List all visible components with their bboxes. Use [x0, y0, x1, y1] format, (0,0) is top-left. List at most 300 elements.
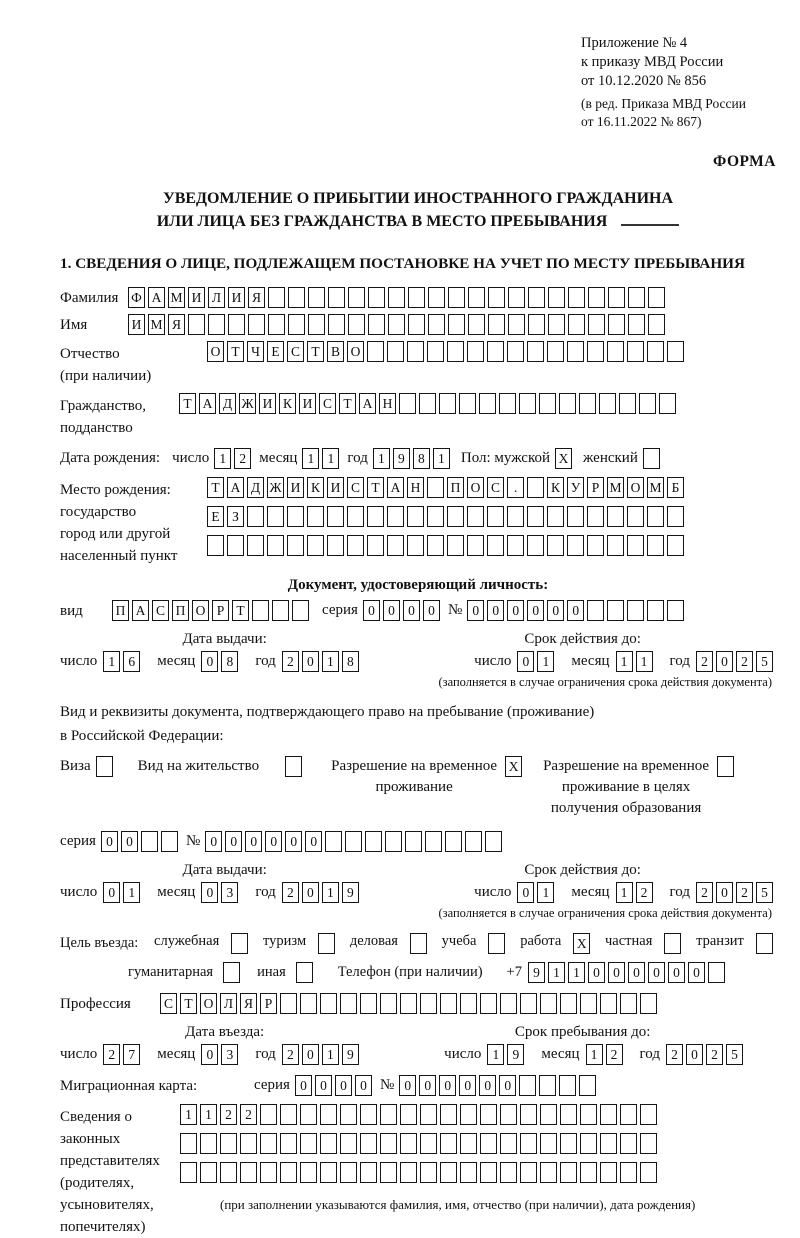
char-box[interactable]: [345, 831, 362, 852]
char-box[interactable]: [180, 1133, 197, 1154]
char-box[interactable]: К: [307, 477, 324, 498]
char-box[interactable]: Р: [587, 477, 604, 498]
char-box[interactable]: [440, 1133, 457, 1154]
char-box[interactable]: [320, 1133, 337, 1154]
char-box[interactable]: [420, 1133, 437, 1154]
residence-number-boxes[interactable]: [205, 831, 505, 852]
char-box[interactable]: [280, 1162, 297, 1183]
char-box[interactable]: [287, 506, 304, 527]
char-box[interactable]: [640, 1133, 657, 1154]
char-box[interactable]: 0: [265, 831, 282, 852]
char-box[interactable]: [460, 1162, 477, 1183]
char-box[interactable]: [480, 1133, 497, 1154]
char-box[interactable]: [268, 314, 285, 335]
char-box[interactable]: Н: [379, 393, 396, 414]
char-box[interactable]: 0: [399, 1075, 416, 1096]
char-box[interactable]: [220, 1162, 237, 1183]
char-box[interactable]: [627, 341, 644, 362]
char-box[interactable]: [227, 535, 244, 556]
char-box[interactable]: 2: [220, 1104, 237, 1125]
char-box[interactable]: [428, 314, 445, 335]
char-box[interactable]: 0: [315, 1075, 332, 1096]
char-box[interactable]: [600, 993, 617, 1014]
migration-number-boxes[interactable]: [399, 1075, 599, 1096]
representatives-row3-boxes[interactable]: [180, 1162, 695, 1183]
char-box[interactable]: [348, 314, 365, 335]
char-box[interactable]: [540, 1104, 557, 1125]
char-box[interactable]: [607, 506, 624, 527]
char-box[interactable]: 8: [221, 651, 238, 672]
char-box[interactable]: [520, 1162, 537, 1183]
char-box[interactable]: 0: [588, 962, 605, 983]
valid-year-boxes[interactable]: [696, 651, 776, 672]
char-box[interactable]: И: [299, 393, 316, 414]
char-box[interactable]: [400, 1162, 417, 1183]
char-box[interactable]: [627, 600, 644, 621]
char-box[interactable]: [268, 287, 285, 308]
char-box[interactable]: Е: [267, 341, 284, 362]
char-box[interactable]: [600, 1104, 617, 1125]
char-box[interactable]: Т: [307, 341, 324, 362]
char-box[interactable]: Я: [240, 993, 257, 1014]
char-box[interactable]: Т: [227, 341, 244, 362]
char-box[interactable]: Е: [207, 506, 224, 527]
char-box[interactable]: [480, 1162, 497, 1183]
char-box[interactable]: [540, 1162, 557, 1183]
char-box[interactable]: [439, 393, 456, 414]
char-box[interactable]: 0: [517, 651, 534, 672]
char-box[interactable]: 5: [756, 882, 773, 903]
char-box[interactable]: 0: [608, 962, 625, 983]
char-box[interactable]: [647, 535, 664, 556]
char-box[interactable]: [547, 341, 564, 362]
char-box[interactable]: [328, 287, 345, 308]
char-box[interactable]: 2: [736, 882, 753, 903]
char-box[interactable]: С: [152, 600, 169, 621]
char-box[interactable]: [527, 477, 544, 498]
char-box[interactable]: [380, 993, 397, 1014]
char-box[interactable]: Т: [339, 393, 356, 414]
char-box[interactable]: [587, 535, 604, 556]
char-box[interactable]: Б: [667, 477, 684, 498]
char-box[interactable]: [568, 287, 585, 308]
char-box[interactable]: [560, 1104, 577, 1125]
char-box[interactable]: [387, 506, 404, 527]
char-box[interactable]: 0: [355, 1075, 372, 1096]
char-box[interactable]: [419, 393, 436, 414]
char-box[interactable]: 0: [383, 600, 400, 621]
purpose-business-checkbox[interactable]: [410, 933, 430, 954]
char-box[interactable]: [568, 314, 585, 335]
char-box[interactable]: [559, 393, 576, 414]
char-box[interactable]: 0: [201, 651, 218, 672]
char-box[interactable]: 0: [507, 600, 524, 621]
char-box[interactable]: 1: [103, 651, 120, 672]
char-box[interactable]: [287, 535, 304, 556]
char-box[interactable]: [600, 1133, 617, 1154]
char-box[interactable]: Я: [168, 314, 185, 335]
char-box[interactable]: [648, 314, 665, 335]
char-box[interactable]: [500, 1133, 517, 1154]
char-box[interactable]: [560, 1133, 577, 1154]
char-box[interactable]: [320, 1162, 337, 1183]
char-box[interactable]: 9: [342, 1044, 359, 1065]
char-box[interactable]: 0: [547, 600, 564, 621]
char-box[interactable]: [367, 506, 384, 527]
char-box[interactable]: [365, 831, 382, 852]
char-box[interactable]: [756, 933, 773, 954]
char-box[interactable]: [487, 535, 504, 556]
char-box[interactable]: Р: [260, 993, 277, 1014]
purpose-official-checkbox[interactable]: [231, 933, 251, 954]
char-box[interactable]: 1: [537, 651, 554, 672]
char-box[interactable]: [161, 831, 178, 852]
char-box[interactable]: .: [507, 477, 524, 498]
valid-day-boxes[interactable]: [517, 651, 557, 672]
valid-month-boxes[interactable]: [616, 651, 656, 672]
char-box[interactable]: [360, 1104, 377, 1125]
issue-day-boxes[interactable]: [103, 651, 143, 672]
char-box[interactable]: [460, 993, 477, 1014]
char-box[interactable]: [340, 1162, 357, 1183]
char-box[interactable]: [500, 993, 517, 1014]
residence-permit-checkbox[interactable]: [285, 756, 305, 777]
char-box[interactable]: 1: [568, 962, 585, 983]
char-box[interactable]: [320, 1104, 337, 1125]
char-box[interactable]: 2: [636, 882, 653, 903]
char-box[interactable]: [367, 535, 384, 556]
char-box[interactable]: 0: [517, 882, 534, 903]
purpose-humanitarian-checkbox[interactable]: [223, 962, 243, 983]
char-box[interactable]: [448, 314, 465, 335]
char-box[interactable]: [407, 506, 424, 527]
surname-boxes[interactable]: [128, 287, 668, 308]
char-box[interactable]: Ф: [128, 287, 145, 308]
char-box[interactable]: [480, 1104, 497, 1125]
char-box[interactable]: [519, 1075, 536, 1096]
char-box[interactable]: 9: [393, 448, 410, 469]
char-box[interactable]: 0: [403, 600, 420, 621]
char-box[interactable]: 0: [225, 831, 242, 852]
char-box[interactable]: [347, 506, 364, 527]
char-box[interactable]: [627, 506, 644, 527]
char-box[interactable]: [520, 1104, 537, 1125]
res-valid-month-boxes[interactable]: [616, 882, 656, 903]
purpose-other-checkbox[interactable]: [296, 962, 316, 983]
char-box[interactable]: [407, 341, 424, 362]
char-box[interactable]: [708, 962, 725, 983]
char-box[interactable]: [260, 1162, 277, 1183]
char-box[interactable]: [280, 1133, 297, 1154]
char-box[interactable]: [307, 506, 324, 527]
citizenship-boxes[interactable]: [179, 393, 679, 414]
char-box[interactable]: [465, 831, 482, 852]
res-issue-year-boxes[interactable]: [282, 882, 362, 903]
char-box[interactable]: [664, 933, 681, 954]
char-box[interactable]: [420, 1104, 437, 1125]
char-box[interactable]: 0: [648, 962, 665, 983]
char-box[interactable]: М: [647, 477, 664, 498]
char-box[interactable]: [260, 1104, 277, 1125]
char-box[interactable]: Т: [179, 393, 196, 414]
purpose-private-checkbox[interactable]: [664, 933, 684, 954]
char-box[interactable]: И: [327, 477, 344, 498]
char-box[interactable]: [460, 1133, 477, 1154]
char-box[interactable]: 0: [567, 600, 584, 621]
char-box[interactable]: 1: [200, 1104, 217, 1125]
char-box[interactable]: 2: [606, 1044, 623, 1065]
char-box[interactable]: 1: [373, 448, 390, 469]
char-box[interactable]: [420, 1162, 437, 1183]
char-box[interactable]: [400, 993, 417, 1014]
char-box[interactable]: А: [359, 393, 376, 414]
title-blank-line[interactable]: [621, 212, 679, 226]
sex-male-checkbox[interactable]: [555, 448, 575, 469]
char-box[interactable]: А: [199, 393, 216, 414]
char-box[interactable]: [285, 756, 302, 777]
char-box[interactable]: Р: [212, 600, 229, 621]
sex-female-checkbox[interactable]: [643, 448, 663, 469]
char-box[interactable]: [667, 600, 684, 621]
representatives-row1-boxes[interactable]: [180, 1104, 695, 1125]
char-box[interactable]: З: [227, 506, 244, 527]
char-box[interactable]: О: [207, 341, 224, 362]
char-box[interactable]: Д: [247, 477, 264, 498]
char-box[interactable]: [507, 535, 524, 556]
char-box[interactable]: [188, 314, 205, 335]
char-box[interactable]: [410, 933, 427, 954]
char-box[interactable]: [248, 314, 265, 335]
char-box[interactable]: И: [128, 314, 145, 335]
char-box[interactable]: [588, 314, 605, 335]
char-box[interactable]: [499, 393, 516, 414]
char-box[interactable]: Т: [207, 477, 224, 498]
char-box[interactable]: К: [547, 477, 564, 498]
char-box[interactable]: [620, 1104, 637, 1125]
birthplace-row1-boxes[interactable]: [207, 477, 687, 498]
char-box[interactable]: [360, 1162, 377, 1183]
purpose-study-checkbox[interactable]: [488, 933, 508, 954]
char-box[interactable]: 0: [305, 831, 322, 852]
char-box[interactable]: [607, 600, 624, 621]
char-box[interactable]: 1: [487, 1044, 504, 1065]
char-box[interactable]: И: [259, 393, 276, 414]
char-box[interactable]: [480, 993, 497, 1014]
char-box[interactable]: [667, 341, 684, 362]
char-box[interactable]: 9: [507, 1044, 524, 1065]
char-box[interactable]: О: [192, 600, 209, 621]
char-box[interactable]: 0: [716, 651, 733, 672]
res-issue-month-boxes[interactable]: [201, 882, 241, 903]
char-box[interactable]: 0: [285, 831, 302, 852]
char-box[interactable]: 2: [103, 1044, 120, 1065]
char-box[interactable]: [507, 341, 524, 362]
char-box[interactable]: 0: [628, 962, 645, 983]
char-box[interactable]: П: [172, 600, 189, 621]
char-box[interactable]: 0: [302, 882, 319, 903]
char-box[interactable]: С: [487, 477, 504, 498]
char-box[interactable]: [580, 1162, 597, 1183]
purpose-transit-checkbox[interactable]: [756, 933, 776, 954]
char-box[interactable]: [520, 993, 537, 1014]
char-box[interactable]: [380, 1133, 397, 1154]
char-box[interactable]: С: [319, 393, 336, 414]
char-box[interactable]: [292, 600, 309, 621]
char-box[interactable]: 0: [668, 962, 685, 983]
char-box[interactable]: И: [287, 477, 304, 498]
birthplace-row2-boxes[interactable]: [207, 506, 687, 527]
char-box[interactable]: [448, 287, 465, 308]
char-box[interactable]: М: [168, 287, 185, 308]
char-box[interactable]: 9: [528, 962, 545, 983]
char-box[interactable]: [380, 1104, 397, 1125]
issue-month-boxes[interactable]: [201, 651, 241, 672]
char-box[interactable]: [260, 1133, 277, 1154]
char-box[interactable]: [427, 506, 444, 527]
char-box[interactable]: А: [227, 477, 244, 498]
char-box[interactable]: 1: [548, 962, 565, 983]
char-box[interactable]: [519, 393, 536, 414]
char-box[interactable]: 0: [302, 1044, 319, 1065]
char-box[interactable]: О: [627, 477, 644, 498]
char-box[interactable]: [620, 1133, 637, 1154]
char-box[interactable]: [567, 535, 584, 556]
char-box[interactable]: А: [132, 600, 149, 621]
char-box[interactable]: 1: [322, 448, 339, 469]
char-box[interactable]: [207, 535, 224, 556]
char-box[interactable]: [548, 287, 565, 308]
char-box[interactable]: [447, 341, 464, 362]
char-box[interactable]: [308, 287, 325, 308]
char-box[interactable]: X: [573, 933, 590, 954]
char-box[interactable]: 1: [180, 1104, 197, 1125]
char-box[interactable]: 0: [201, 882, 218, 903]
char-box[interactable]: 0: [686, 1044, 703, 1065]
char-box[interactable]: [547, 535, 564, 556]
char-box[interactable]: [599, 393, 616, 414]
char-box[interactable]: [620, 993, 637, 1014]
char-box[interactable]: [427, 535, 444, 556]
char-box[interactable]: [643, 448, 660, 469]
birth-month-boxes[interactable]: [302, 448, 342, 469]
char-box[interactable]: 0: [205, 831, 222, 852]
char-box[interactable]: Н: [407, 477, 424, 498]
char-box[interactable]: И: [188, 287, 205, 308]
char-box[interactable]: А: [387, 477, 404, 498]
char-box[interactable]: [468, 314, 485, 335]
char-box[interactable]: 0: [439, 1075, 456, 1096]
char-box[interactable]: [539, 1075, 556, 1096]
char-box[interactable]: 8: [342, 651, 359, 672]
birthplace-row3-boxes[interactable]: [207, 535, 687, 556]
char-box[interactable]: Л: [220, 993, 237, 1014]
char-box[interactable]: 8: [413, 448, 430, 469]
char-box[interactable]: [240, 1133, 257, 1154]
char-box[interactable]: [200, 1162, 217, 1183]
birth-day-boxes[interactable]: [214, 448, 254, 469]
char-box[interactable]: 1: [586, 1044, 603, 1065]
char-box[interactable]: [628, 287, 645, 308]
char-box[interactable]: [340, 1104, 357, 1125]
char-box[interactable]: [620, 1162, 637, 1183]
res-valid-year-boxes[interactable]: [696, 882, 776, 903]
char-box[interactable]: [507, 506, 524, 527]
char-box[interactable]: О: [347, 341, 364, 362]
char-box[interactable]: [467, 535, 484, 556]
char-box[interactable]: [267, 535, 284, 556]
char-box[interactable]: 5: [726, 1044, 743, 1065]
char-box[interactable]: [252, 600, 269, 621]
char-box[interactable]: [200, 1133, 217, 1154]
doc-series-boxes[interactable]: [363, 600, 443, 621]
char-box[interactable]: [540, 993, 557, 1014]
char-box[interactable]: [608, 287, 625, 308]
char-box[interactable]: [400, 1133, 417, 1154]
char-box[interactable]: 0: [467, 600, 484, 621]
phone-boxes[interactable]: [528, 962, 728, 983]
char-box[interactable]: [459, 393, 476, 414]
stay-day-boxes[interactable]: [487, 1044, 527, 1065]
char-box[interactable]: 0: [101, 831, 118, 852]
char-box[interactable]: [427, 477, 444, 498]
char-box[interactable]: 1: [322, 1044, 339, 1065]
char-box[interactable]: 0: [527, 600, 544, 621]
char-box[interactable]: 5: [756, 651, 773, 672]
char-box[interactable]: 9: [342, 882, 359, 903]
char-box[interactable]: [348, 287, 365, 308]
char-box[interactable]: 1: [214, 448, 231, 469]
char-box[interactable]: [296, 962, 313, 983]
char-box[interactable]: 0: [295, 1075, 312, 1096]
char-box[interactable]: К: [279, 393, 296, 414]
char-box[interactable]: [628, 314, 645, 335]
char-box[interactable]: 1: [302, 448, 319, 469]
char-box[interactable]: [231, 933, 248, 954]
char-box[interactable]: [96, 756, 113, 777]
char-box[interactable]: 2: [696, 651, 713, 672]
char-box[interactable]: [567, 506, 584, 527]
char-box[interactable]: [380, 1162, 397, 1183]
char-box[interactable]: [340, 993, 357, 1014]
char-box[interactable]: Д: [219, 393, 236, 414]
char-box[interactable]: П: [112, 600, 129, 621]
char-box[interactable]: [427, 341, 444, 362]
char-box[interactable]: 2: [282, 651, 299, 672]
char-box[interactable]: 2: [696, 882, 713, 903]
char-box[interactable]: 1: [123, 882, 140, 903]
char-box[interactable]: [587, 506, 604, 527]
char-box[interactable]: [267, 506, 284, 527]
char-box[interactable]: [288, 314, 305, 335]
char-box[interactable]: [320, 993, 337, 1014]
char-box[interactable]: М: [607, 477, 624, 498]
char-box[interactable]: 7: [123, 1044, 140, 1065]
char-box[interactable]: [408, 314, 425, 335]
char-box[interactable]: У: [567, 477, 584, 498]
char-box[interactable]: [508, 287, 525, 308]
char-box[interactable]: [428, 287, 445, 308]
char-box[interactable]: [520, 1133, 537, 1154]
char-box[interactable]: [580, 993, 597, 1014]
char-box[interactable]: [639, 393, 656, 414]
char-box[interactable]: [288, 287, 305, 308]
char-box[interactable]: [600, 1162, 617, 1183]
purpose-work-checkbox[interactable]: [573, 933, 593, 954]
char-box[interactable]: [527, 341, 544, 362]
char-box[interactable]: [360, 993, 377, 1014]
char-box[interactable]: 0: [302, 651, 319, 672]
char-box[interactable]: 0: [363, 600, 380, 621]
